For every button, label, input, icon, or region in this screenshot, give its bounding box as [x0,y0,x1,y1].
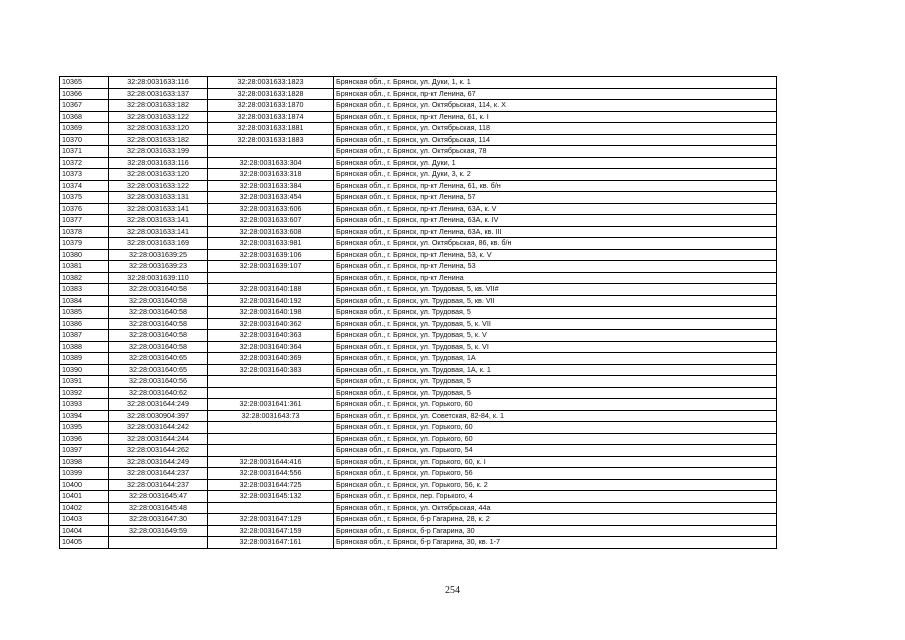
object-number-cell: 32:28:0031639:107 [208,261,334,273]
address-cell: Брянская обл., г. Брянск, ул. Дуки, 1, к. 1 [334,77,777,89]
address-cell: Брянская обл., г. Брянск, ул. Горького, 56 [334,468,777,480]
row-number-cell: 10395 [60,422,109,434]
object-number-cell: 32:28:0031633:1870 [208,100,334,112]
address-cell: Брянская обл., г. Брянск, пр-кт Ленина, 61, к. I [334,111,777,123]
address-cell: Брянская обл., г. Брянск, ул. Горького, 60, к. I [334,456,777,468]
address-cell: Брянская обл., г. Брянск, пр-кт Ленина [334,272,777,284]
address-cell: Брянская обл., г. Брянск, ул. Советская, 82-84, к. 1 [334,410,777,422]
parcel-number-cell [109,537,208,549]
row-number-cell: 10370 [60,134,109,146]
table-row [60,445,777,457]
address-cell: Брянская обл., г. Брянск, пр-кт Ленина, 63А, к. V [334,203,777,215]
table-row [60,203,777,215]
row-number-cell: 10365 [60,77,109,89]
table-row [60,272,777,284]
address-cell: Брянская обл., г. Брянск, ул. Трудовая, 1А [334,353,777,365]
table-row [60,134,777,146]
address-cell: Брянская обл., г. Брянск, б-р Гагарина, 28, к. 2 [334,514,777,526]
table-row [60,111,777,123]
object-number-cell: 32:28:0031640:198 [208,307,334,319]
parcel-number-cell: 32:28:0031644:249 [109,399,208,411]
object-number-cell: 32:28:0031647:161 [208,537,334,549]
table-row [60,215,777,227]
table-row [60,433,777,445]
parcel-number-cell: 32:28:0031640:58 [109,307,208,319]
table-row [60,376,777,388]
row-number-cell: 10380 [60,249,109,261]
table-row [60,410,777,422]
address-cell: Брянская обл., г. Брянск, ул. Трудовая, 5, кв. VII [334,295,777,307]
table-row [60,330,777,342]
address-cell: Брянская обл., г. Брянск, ул. Горького, 60 [334,433,777,445]
object-number-cell: 32:28:0031644:416 [208,456,334,468]
parcel-number-cell: 32:28:0031633:131 [109,192,208,204]
object-number-cell: 32:28:0031641:361 [208,399,334,411]
page-number: 254 [445,585,460,596]
parcel-number-cell: 32:28:0031633:141 [109,203,208,215]
object-number-cell: 32:28:0031640:362 [208,318,334,330]
address-cell: Брянская обл., г. Брянск, пр-кт Ленина, 61, кв. б/н [334,180,777,192]
table-row [60,157,777,169]
address-cell: Брянская обл., г. Брянск, ул. Трудовая, 5, кв. VII# [334,284,777,296]
address-cell: Брянская обл., г. Брянск, пр-кт Ленина, 63А, к. IV [334,215,777,227]
parcel-number-cell: 32:28:0031633:199 [109,146,208,158]
row-number-cell: 10386 [60,318,109,330]
address-cell: Брянская обл., г. Брянск, б-р Гагарина, 30, кв. 1-7 [334,537,777,549]
table-row [60,456,777,468]
object-number-cell: 32:28:0031633:1881 [208,123,334,135]
parcel-number-cell: 32:28:0031633:169 [109,238,208,250]
row-number-cell: 10382 [60,272,109,284]
row-number-cell: 10368 [60,111,109,123]
object-number-cell: 32:28:0031644:556 [208,468,334,480]
parcel-number-cell: 32:28:0031644:249 [109,456,208,468]
row-number-cell: 10383 [60,284,109,296]
object-number-cell: 32:28:0031633:1828 [208,88,334,100]
row-number-cell: 10387 [60,330,109,342]
parcel-number-cell: 32:28:0031639:110 [109,272,208,284]
row-number-cell: 10376 [60,203,109,215]
object-number-cell [208,445,334,457]
object-number-cell: 32:28:0031644:725 [208,479,334,491]
row-number-cell: 10366 [60,88,109,100]
row-number-cell: 10384 [60,295,109,307]
row-number-cell: 10396 [60,433,109,445]
parcel-number-cell: 32:28:0031644:237 [109,479,208,491]
table-row [60,468,777,480]
object-number-cell [208,272,334,284]
row-number-cell: 10403 [60,514,109,526]
row-number-cell: 10378 [60,226,109,238]
address-cell: Брянская обл., г. Брянск, ул. Горького, 60 [334,399,777,411]
parcel-number-cell: 32:28:0031633:122 [109,111,208,123]
row-number-cell: 10374 [60,180,109,192]
address-cell: Брянская обл., г. Брянск, пр-кт Ленина, 57 [334,192,777,204]
table-row [60,295,777,307]
address-cell: Брянская обл., г. Брянск, ул. Трудовая, 5, к. V [334,330,777,342]
table-row [60,88,777,100]
table-row [60,284,777,296]
parcel-number-cell: 32:28:0031649:59 [109,525,208,537]
table-row [60,192,777,204]
table-row [60,479,777,491]
table-row [60,341,777,353]
address-cell: Брянская обл., г. Брянск, ул. Горького, 56, к. 2 [334,479,777,491]
row-number-cell: 10377 [60,215,109,227]
object-number-cell: 32:28:0031633:1874 [208,111,334,123]
row-number-cell: 10402 [60,502,109,514]
row-number-cell: 10389 [60,353,109,365]
parcel-number-cell: 32:28:0031640:58 [109,341,208,353]
address-cell: Брянская обл., г. Брянск, ул. Горького, 54 [334,445,777,457]
address-cell: Брянская обл., г. Брянск, ул. Октябрьская, 114 [334,134,777,146]
object-number-cell: 32:28:0031640:188 [208,284,334,296]
address-cell: Брянская обл., г. Брянск, ул. Трудовая, 5 [334,387,777,399]
address-cell: Брянская обл., г. Брянск, ул. Октябрьская, 114, к. X [334,100,777,112]
table-row [60,422,777,434]
parcel-number-cell: 32:28:0031644:262 [109,445,208,457]
row-number-cell: 10393 [60,399,109,411]
row-number-cell: 10405 [60,537,109,549]
table-row [60,387,777,399]
table-row [60,100,777,112]
table-row [60,514,777,526]
address-cell: Брянская обл., г. Брянск, б-р Гагарина, 30 [334,525,777,537]
table-row [60,180,777,192]
row-number-cell: 10381 [60,261,109,273]
parcel-number-cell: 32:28:0031644:244 [109,433,208,445]
object-number-cell [208,146,334,158]
parcel-number-cell: 32:28:0031645:47 [109,491,208,503]
table-body [60,77,777,549]
object-number-cell: 32:28:0031640:364 [208,341,334,353]
address-cell: Брянская обл., г. Брянск, ул. Октябрьская, 118 [334,123,777,135]
address-cell: Брянская обл., г. Брянск, ул. Трудовая, 1А, к. 1 [334,364,777,376]
parcel-number-cell: 32:28:0031640:58 [109,295,208,307]
address-cell: Брянская обл., г. Брянск, ул. Дуки, 3, к. 2 [334,169,777,181]
address-cell: Брянская обл., г. Брянск, ул. Октябрьская, 78 [334,146,777,158]
row-number-cell: 10372 [60,157,109,169]
address-cell: Брянская обл., г. Брянск, пр-кт Ленина, 67 [334,88,777,100]
object-number-cell: 32:28:0031633:318 [208,169,334,181]
parcel-number-cell: 32:28:0031640:56 [109,376,208,388]
parcel-number-cell: 32:28:0031633:182 [109,134,208,146]
address-cell: Брянская обл., г. Брянск, пер. Горького, 4 [334,491,777,503]
address-cell: Брянская обл., г. Брянск, ул. Горького, 60 [334,422,777,434]
object-number-cell: 32:28:0031640:383 [208,364,334,376]
address-cell: Брянская обл., г. Брянск, ул. Трудовая, 5, к. VI [334,341,777,353]
row-number-cell: 10400 [60,479,109,491]
object-number-cell: 32:28:0031647:159 [208,525,334,537]
table-row [60,353,777,365]
parcel-number-cell: 32:28:0031633:137 [109,88,208,100]
address-cell: Брянская обл., г. Брянск, ул. Трудовая, 5 [334,307,777,319]
row-number-cell: 10369 [60,123,109,135]
object-number-cell: 32:28:0031633:608 [208,226,334,238]
row-number-cell: 10404 [60,525,109,537]
object-number-cell [208,376,334,388]
address-cell: Брянская обл., г. Брянск, ул. Октябрьская, 44а [334,502,777,514]
parcel-number-cell: 32:28:0031633:141 [109,226,208,238]
row-number-cell: 10401 [60,491,109,503]
parcel-number-cell: 32:28:0031633:182 [109,100,208,112]
object-number-cell: 32:28:0031647:129 [208,514,334,526]
object-number-cell [208,387,334,399]
table-row [60,169,777,181]
object-number-cell: 32:28:0031633:384 [208,180,334,192]
row-number-cell: 10390 [60,364,109,376]
object-number-cell: 32:28:0031633:304 [208,157,334,169]
table-row [60,77,777,89]
row-number-cell: 10394 [60,410,109,422]
object-number-cell: 32:28:0031633:1823 [208,77,334,89]
object-number-cell: 32:28:0031633:981 [208,238,334,250]
parcel-number-cell: 32:28:0030904:397 [109,410,208,422]
table-row [60,399,777,411]
parcel-number-cell: 32:28:0031644:237 [109,468,208,480]
parcel-number-cell: 32:28:0031644:242 [109,422,208,434]
parcel-number-cell: 32:28:0031639:25 [109,249,208,261]
object-number-cell [208,502,334,514]
parcel-number-cell: 32:28:0031640:58 [109,284,208,296]
table-row [60,491,777,503]
parcel-number-cell: 32:28:0031640:58 [109,330,208,342]
object-number-cell: 32:28:0031645:132 [208,491,334,503]
object-number-cell: 32:28:0031633:454 [208,192,334,204]
object-number-cell: 32:28:0031640:192 [208,295,334,307]
table-row [60,537,777,549]
parcel-number-cell: 32:28:0031633:141 [109,215,208,227]
parcel-number-cell: 32:28:0031633:116 [109,77,208,89]
table-row [60,318,777,330]
object-number-cell: 32:28:0031633:607 [208,215,334,227]
object-number-cell: 32:28:0031643:73 [208,410,334,422]
parcel-number-cell: 32:28:0031633:120 [109,169,208,181]
row-number-cell: 10371 [60,146,109,158]
parcel-number-cell: 32:28:0031640:58 [109,318,208,330]
table-row [60,238,777,250]
parcel-number-cell: 32:28:0031640:65 [109,353,208,365]
table-row [60,364,777,376]
object-number-cell: 32:28:0031633:1883 [208,134,334,146]
row-number-cell: 10379 [60,238,109,250]
row-number-cell: 10391 [60,376,109,388]
object-number-cell [208,433,334,445]
table-row [60,146,777,158]
object-number-cell [208,422,334,434]
row-number-cell: 10367 [60,100,109,112]
object-number-cell: 32:28:0031633:606 [208,203,334,215]
table-row [60,249,777,261]
parcel-number-cell: 32:28:0031645:48 [109,502,208,514]
address-cell: Брянская обл., г. Брянск, пр-кт Ленина, 53 [334,261,777,273]
table-row [60,261,777,273]
parcel-number-cell: 32:28:0031640:65 [109,364,208,376]
address-cell: Брянская обл., г. Брянск, ул. Трудовая, 5, к. VII [334,318,777,330]
object-number-cell: 32:28:0031639:106 [208,249,334,261]
address-cell: Брянская обл., г. Брянск, пр-кт Ленина, 53, к. V [334,249,777,261]
parcel-number-cell: 32:28:0031633:116 [109,157,208,169]
table-row [60,502,777,514]
table-row [60,525,777,537]
row-number-cell: 10385 [60,307,109,319]
parcel-number-cell: 32:28:0031633:122 [109,180,208,192]
address-cell: Брянская обл., г. Брянск, пр-кт Ленина, 63А, кв. III [334,226,777,238]
object-number-cell: 32:28:0031640:363 [208,330,334,342]
object-number-cell: 32:28:0031640:369 [208,353,334,365]
address-cell: Брянская обл., г. Брянск, ул. Трудовая, 5 [334,376,777,388]
row-number-cell: 10373 [60,169,109,181]
row-number-cell: 10397 [60,445,109,457]
row-number-cell: 10399 [60,468,109,480]
table-row [60,226,777,238]
row-number-cell: 10388 [60,341,109,353]
table-row [60,307,777,319]
parcel-number-cell: 32:28:0031640:62 [109,387,208,399]
table-row [60,123,777,135]
address-cell: Брянская обл., г. Брянск, ул. Дуки, 1 [334,157,777,169]
parcel-number-cell: 32:28:0031633:120 [109,123,208,135]
property-table [59,76,777,549]
parcel-number-cell: 32:28:0031647:30 [109,514,208,526]
row-number-cell: 10375 [60,192,109,204]
row-number-cell: 10392 [60,387,109,399]
address-cell: Брянская обл., г. Брянск, ул. Октябрьская, 86, кв. б/н [334,238,777,250]
row-number-cell: 10398 [60,456,109,468]
parcel-number-cell: 32:28:0031639:23 [109,261,208,273]
